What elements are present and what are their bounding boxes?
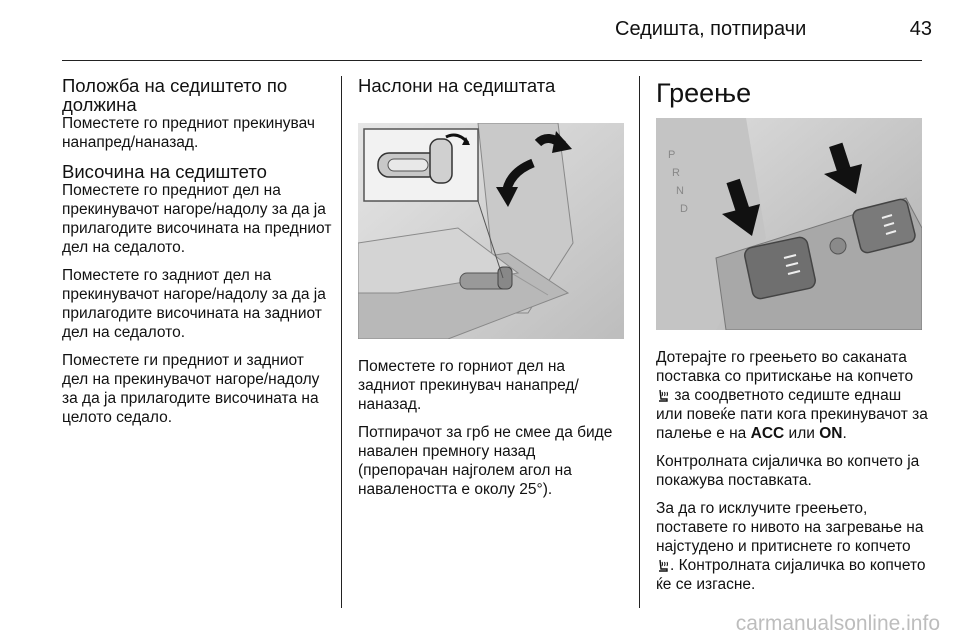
column-middle (358, 76, 624, 508)
svg-text:R: R (672, 167, 680, 179)
keyword-acc: ACC (750, 425, 785, 442)
keyword-on: ON (819, 425, 843, 442)
heated-seat-buttons-illustration (656, 118, 922, 330)
page-header-title: Седишта, потпирачи (615, 18, 807, 40)
paragraph: Поместете го предниот дел на прекинувачот нагоре/надолу за да ја прилагодите височината на предниот дел на седалото. (62, 182, 332, 256)
paragraph (656, 499, 928, 594)
paragraph-text: . Контролната сијаличка во копчето ќе се изгасне. (656, 557, 926, 593)
watermark: carmanualsonline.info (735, 612, 940, 635)
seat-heat-icon (656, 388, 670, 402)
paragraph: Поместете ги предниот и задниот дел на прекинувачот нагоре/надолу за да ја прилагодите височината на целото седало. (62, 352, 320, 426)
paragraph: Поместете го предниот прекинувач нанапред/наназад. (62, 115, 315, 151)
paragraph-text: За да го исклучите греењето, поставете го нивото на загревање на најстудено и притиснете го копчето (656, 500, 924, 555)
paragraph-text: за соодветното седиште еднаш или повеќе пати кога прекинувачот за палење е на (656, 387, 928, 442)
paragraph-text: Дотерајте го греењето во саканата поставка со притискање на копчето (656, 349, 914, 385)
column-divider (639, 76, 640, 608)
paragraph: Поместете го горниот дел на задниот прекинувач нанапред/наназад. (358, 358, 579, 413)
column-right (656, 76, 928, 603)
seat-heat-icon (656, 558, 670, 572)
column-divider (341, 76, 342, 608)
section-heading-heating: Греење (656, 78, 752, 108)
paragraph (656, 348, 928, 443)
column-left (62, 76, 334, 436)
section-heading-seatbacks: Наслони на седиштата (358, 75, 556, 96)
svg-text:D: D (680, 203, 688, 215)
header-rule (62, 60, 922, 61)
paragraph: Потпирачот за грб не смее да биде навален премногу назад (препорачан најголем агол на навалеността е околу 25°). (358, 424, 613, 498)
paragraph-text: . (842, 425, 847, 442)
page-number: 43 (909, 18, 932, 40)
paragraph: Поместете го задниот дел на прекинувачот нагоре/надолу за да ја прилагодите височината на задниот дел на седалото. (62, 267, 326, 341)
seatback-illustration (358, 123, 624, 339)
paragraph-text: или (788, 425, 815, 442)
paragraph: Контролната сијаличка во копчето ја покажува поставката. (656, 453, 920, 489)
svg-text:P: P (668, 149, 676, 161)
section-heading-seat-length: Положба на седиштето по должина (62, 75, 288, 115)
section-heading-seat-height: Височина на седиштето (62, 161, 267, 182)
svg-text:N: N (676, 185, 684, 197)
